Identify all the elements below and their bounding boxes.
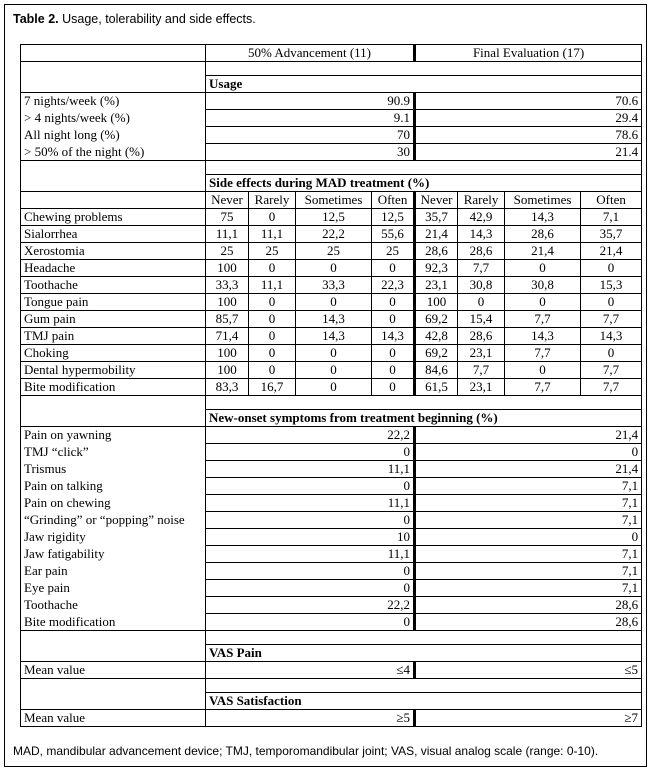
side-effect-value: 21,4 xyxy=(415,226,458,243)
usage-row xyxy=(21,144,642,161)
side-effects-row xyxy=(21,294,642,311)
side-effect-value: 0 xyxy=(249,345,296,362)
side-effect-value: 14,3 xyxy=(372,328,415,345)
usage-value-b: 21.4 xyxy=(415,144,642,161)
spacer-rest xyxy=(206,631,642,645)
spacer-row xyxy=(21,62,642,76)
side-effect-value: 0 xyxy=(372,294,415,311)
side-effect-value: 83,3 xyxy=(206,379,249,396)
spacer-row xyxy=(21,161,642,175)
side-effect-value: 42,9 xyxy=(458,209,505,226)
new-onset-label: Ear pain xyxy=(21,563,206,580)
side-effect-value: 33,3 xyxy=(296,277,372,294)
side-effect-value: 14,3 xyxy=(296,311,372,328)
new-onset-label: “Grinding” or “popping” noise xyxy=(21,512,206,529)
side-effect-value: 0 xyxy=(581,260,642,277)
new-onset-value-a: 0 xyxy=(206,580,415,597)
vas-satisfaction-label: Mean value xyxy=(21,710,206,727)
new-onset-label: Toothache xyxy=(21,597,206,614)
side-effect-value: 0 xyxy=(372,260,415,277)
vas-pain-a: ≤4 xyxy=(206,662,415,679)
side-effects-row xyxy=(21,243,642,260)
new-onset-value-a: 22,2 xyxy=(206,427,415,444)
side-effect-value: 0 xyxy=(372,379,415,396)
vas-satisfaction-title: VAS Satisfaction xyxy=(206,693,642,710)
new-onset-label: Jaw fatigability xyxy=(21,546,206,563)
side-effect-label: Chewing problems xyxy=(21,209,206,226)
side-effect-value: 28,6 xyxy=(415,243,458,260)
side-effect-value: 0 xyxy=(249,260,296,277)
side-effect-value: 7,7 xyxy=(581,311,642,328)
side-effect-value: 69,2 xyxy=(415,345,458,362)
usage-value-b: 70.6 xyxy=(415,93,642,110)
table-footnote: MAD, mandibular advancement device; TMJ, temporomandibular joint; VAS, visual analog scale (range: 0-10). xyxy=(13,744,599,758)
side-effect-label: Bite modification xyxy=(21,379,206,396)
new-onset-row xyxy=(21,529,642,546)
side-effect-value: 22,2 xyxy=(296,226,372,243)
new-onset-value-b: 7,1 xyxy=(415,563,642,580)
new-onset-value-b: 7,1 xyxy=(415,546,642,563)
subheader-never: Never xyxy=(415,192,458,209)
side-effect-value: 25 xyxy=(206,243,249,260)
usage-value-a: 90.9 xyxy=(206,93,415,110)
new-onset-row xyxy=(21,512,642,529)
vas-satisfaction-a: ≥5 xyxy=(206,710,415,727)
side-effect-value: 0 xyxy=(249,362,296,379)
spacer-rest xyxy=(206,62,642,76)
usage-value-a: 70 xyxy=(206,127,415,144)
new-onset-label: Trismus xyxy=(21,461,206,478)
side-effect-value: 100 xyxy=(206,345,249,362)
side-effect-value: 0 xyxy=(296,260,372,277)
side-effect-value: 0 xyxy=(372,311,415,328)
vas-pain-title-row xyxy=(21,645,642,662)
caption-text: Usage, tolerability and side effects. xyxy=(62,12,256,26)
side-effect-value: 0 xyxy=(581,345,642,362)
usage-label: > 4 nights/week (%) xyxy=(21,110,206,127)
new-onset-value-a: 0 xyxy=(206,478,415,495)
side-effects-row xyxy=(21,226,642,243)
side-effect-value: 7,7 xyxy=(458,260,505,277)
subheader-sometimes: Sometimes xyxy=(505,192,581,209)
usage-row xyxy=(21,127,642,144)
vas-satisfaction-row xyxy=(21,710,642,727)
side-effect-value: 71,4 xyxy=(206,328,249,345)
side-effect-value: 23,1 xyxy=(415,277,458,294)
new-onset-value-b: 28,6 xyxy=(415,614,642,631)
side-effect-value: 15,3 xyxy=(581,277,642,294)
new-onset-value-b: 28,6 xyxy=(415,597,642,614)
side-effect-value: 75 xyxy=(206,209,249,226)
new-onset-row xyxy=(21,478,642,495)
side-effect-value: 0 xyxy=(505,260,581,277)
table-frame xyxy=(4,4,647,767)
side-effect-value: 69,2 xyxy=(415,311,458,328)
usage-label: 7 nights/week (%) xyxy=(21,93,206,110)
side-effect-value: 7,1 xyxy=(581,209,642,226)
usage-row xyxy=(21,93,642,110)
usage-label: All night long (%) xyxy=(21,127,206,144)
side-effect-value: 14,3 xyxy=(505,209,581,226)
side-effect-value: 0 xyxy=(372,362,415,379)
side-effect-value: 0 xyxy=(296,362,372,379)
new-onset-label: Jaw rigidity xyxy=(21,529,206,546)
side-effect-value: 7,7 xyxy=(581,379,642,396)
side-effect-value: 14,3 xyxy=(458,226,505,243)
new-onset-row xyxy=(21,427,642,444)
side-effect-value: 28,6 xyxy=(458,243,505,260)
spacer-row xyxy=(21,631,642,645)
new-onset-value-a: 11,1 xyxy=(206,546,415,563)
new-onset-value-a: 10 xyxy=(206,529,415,546)
subheader-rarely: Rarely xyxy=(458,192,505,209)
spacer-label xyxy=(21,396,206,410)
new-onset-value-b: 7,1 xyxy=(415,495,642,512)
side-effect-value: 14,3 xyxy=(296,328,372,345)
new-onset-row xyxy=(21,444,642,461)
new-onset-value-a: 22,2 xyxy=(206,597,415,614)
new-onset-label: Pain on chewing xyxy=(21,495,206,512)
side-effects-title-left xyxy=(21,175,206,192)
side-effect-value: 21,4 xyxy=(581,243,642,260)
side-effect-value: 0 xyxy=(249,294,296,311)
table-body xyxy=(21,45,642,727)
side-effect-value: 21,4 xyxy=(505,243,581,260)
usage-title-left xyxy=(21,76,206,93)
side-effect-value: 28,6 xyxy=(505,226,581,243)
side-effect-value: 11,1 xyxy=(249,277,296,294)
side-effect-value: 23,1 xyxy=(458,379,505,396)
new-onset-value-b: 21,4 xyxy=(415,427,642,444)
side-effect-value: 7,7 xyxy=(458,362,505,379)
new-onset-value-a: 0 xyxy=(206,614,415,631)
vas-pain-b: ≤5 xyxy=(415,662,642,679)
new-onset-row xyxy=(21,563,642,580)
side-effects-subheader-row xyxy=(21,192,642,209)
side-effects-row xyxy=(21,277,642,294)
side-effects-row xyxy=(21,379,642,396)
side-effect-value: 0 xyxy=(249,311,296,328)
side-effect-value: 25 xyxy=(296,243,372,260)
side-effect-value: 0 xyxy=(296,294,372,311)
subheader-never: Never xyxy=(206,192,249,209)
spacer-label xyxy=(21,161,206,175)
new-onset-value-a: 0 xyxy=(206,444,415,461)
usage-value-b: 29.4 xyxy=(415,110,642,127)
data-table-wrapper xyxy=(20,44,641,727)
side-effect-value: 0 xyxy=(581,294,642,311)
new-onset-title: New-onset symptoms from treatment beginning (%) xyxy=(206,410,642,427)
caption-label: Table 2. xyxy=(13,12,59,26)
subheader-rarely: Rarely xyxy=(249,192,296,209)
spacer-row xyxy=(21,679,642,693)
table-caption xyxy=(13,12,256,26)
subheader-empty xyxy=(21,192,206,209)
spacer-rest xyxy=(206,679,642,693)
new-onset-row xyxy=(21,597,642,614)
side-effect-label: Xerostomia xyxy=(21,243,206,260)
new-onset-value-b: 7,1 xyxy=(415,478,642,495)
new-onset-value-b: 7,1 xyxy=(415,580,642,597)
vas-pain-title-left xyxy=(21,645,206,662)
new-onset-row xyxy=(21,614,642,631)
side-effect-value: 100 xyxy=(206,294,249,311)
side-effect-value: 7,7 xyxy=(505,345,581,362)
header-group1: 50% Advancement (11) xyxy=(206,45,415,62)
side-effects-row xyxy=(21,311,642,328)
new-onset-value-b: 0 xyxy=(415,529,642,546)
new-onset-value-b: 7,1 xyxy=(415,512,642,529)
vas-pain-row xyxy=(21,662,642,679)
side-effect-value: 42,8 xyxy=(415,328,458,345)
side-effect-value: 0 xyxy=(249,328,296,345)
side-effect-label: Sialorrhea xyxy=(21,226,206,243)
side-effect-value: 0 xyxy=(249,209,296,226)
spacer-rest xyxy=(206,161,642,175)
new-onset-value-a: 11,1 xyxy=(206,461,415,478)
side-effect-label: Toothache xyxy=(21,277,206,294)
side-effect-value: 85,7 xyxy=(206,311,249,328)
new-onset-row xyxy=(21,580,642,597)
side-effects-title-row xyxy=(21,175,642,192)
side-effect-label: Headache xyxy=(21,260,206,277)
side-effect-value: 15,4 xyxy=(458,311,505,328)
vas-satisfaction-b: ≥7 xyxy=(415,710,642,727)
side-effect-value: 23,1 xyxy=(458,345,505,362)
usage-value-b: 78.6 xyxy=(415,127,642,144)
side-effects-row xyxy=(21,209,642,226)
new-onset-row xyxy=(21,495,642,512)
side-effect-value: 14,3 xyxy=(581,328,642,345)
usage-title: Usage xyxy=(206,76,642,93)
new-onset-row xyxy=(21,546,642,563)
side-effect-value: 11,1 xyxy=(206,226,249,243)
side-effect-value: 30,8 xyxy=(458,277,505,294)
side-effect-value: 100 xyxy=(415,294,458,311)
side-effect-value: 0 xyxy=(458,294,505,311)
new-onset-value-a: 11,1 xyxy=(206,495,415,512)
side-effect-value: 33,3 xyxy=(206,277,249,294)
side-effect-value: 12,5 xyxy=(296,209,372,226)
side-effect-value: 11,1 xyxy=(249,226,296,243)
side-effect-value: 7,7 xyxy=(505,311,581,328)
new-onset-title-row xyxy=(21,410,642,427)
side-effect-value: 22,3 xyxy=(372,277,415,294)
header-group2: Final Evaluation (17) xyxy=(415,45,642,62)
side-effect-value: 28,6 xyxy=(458,328,505,345)
usage-value-a: 9.1 xyxy=(206,110,415,127)
side-effect-value: 7,7 xyxy=(505,379,581,396)
new-onset-label: Pain on yawning xyxy=(21,427,206,444)
side-effects-row xyxy=(21,260,642,277)
subheader-sometimes: Sometimes xyxy=(296,192,372,209)
spacer-label xyxy=(21,631,206,645)
new-onset-value-b: 21,4 xyxy=(415,461,642,478)
side-effects-title: Side effects during MAD treatment (%) xyxy=(206,175,642,192)
new-onset-row xyxy=(21,461,642,478)
side-effect-value: 35,7 xyxy=(581,226,642,243)
subheader-often: Often xyxy=(581,192,642,209)
vas-pain-title: VAS Pain xyxy=(206,645,642,662)
side-effect-value: 100 xyxy=(206,260,249,277)
new-onset-label: Pain on talking xyxy=(21,478,206,495)
vas-pain-label: Mean value xyxy=(21,662,206,679)
spacer-row xyxy=(21,396,642,410)
side-effect-value: 100 xyxy=(206,362,249,379)
side-effects-row xyxy=(21,362,642,379)
side-effect-value: 25 xyxy=(372,243,415,260)
data-table xyxy=(20,44,642,727)
usage-value-a: 30 xyxy=(206,144,415,161)
side-effect-value: 0 xyxy=(505,362,581,379)
side-effect-label: Tongue pain xyxy=(21,294,206,311)
side-effect-label: Dental hypermobility xyxy=(21,362,206,379)
new-onset-value-a: 0 xyxy=(206,563,415,580)
side-effect-label: Choking xyxy=(21,345,206,362)
side-effect-value: 0 xyxy=(505,294,581,311)
new-onset-value-b: 0 xyxy=(415,444,642,461)
side-effect-label: TMJ pain xyxy=(21,328,206,345)
spacer-label xyxy=(21,62,206,76)
side-effects-row xyxy=(21,345,642,362)
new-onset-label: Eye pain xyxy=(21,580,206,597)
side-effect-value: 0 xyxy=(296,345,372,362)
side-effects-row xyxy=(21,328,642,345)
side-effect-value: 16,7 xyxy=(249,379,296,396)
new-onset-label: TMJ “click” xyxy=(21,444,206,461)
subheader-often: Often xyxy=(372,192,415,209)
usage-title-row xyxy=(21,76,642,93)
header-empty xyxy=(21,45,206,62)
spacer-rest xyxy=(206,396,642,410)
vas-satisfaction-title-left xyxy=(21,693,206,710)
side-effect-value: 92,3 xyxy=(415,260,458,277)
spacer-label xyxy=(21,679,206,693)
side-effect-value: 7,7 xyxy=(581,362,642,379)
usage-label: > 50% of the night (%) xyxy=(21,144,206,161)
vas-satisfaction-title-row xyxy=(21,693,642,710)
side-effect-value: 0 xyxy=(372,345,415,362)
side-effect-value: 0 xyxy=(296,379,372,396)
side-effect-value: 61,5 xyxy=(415,379,458,396)
side-effect-value: 25 xyxy=(249,243,296,260)
header-row xyxy=(21,45,642,62)
side-effect-value: 30,8 xyxy=(505,277,581,294)
usage-row xyxy=(21,110,642,127)
side-effect-value: 84,6 xyxy=(415,362,458,379)
side-effect-label: Gum pain xyxy=(21,311,206,328)
new-onset-value-a: 0 xyxy=(206,512,415,529)
side-effect-value: 35,7 xyxy=(415,209,458,226)
side-effect-value: 14,3 xyxy=(505,328,581,345)
new-onset-title-left xyxy=(21,410,206,427)
side-effect-value: 12,5 xyxy=(372,209,415,226)
side-effect-value: 55,6 xyxy=(372,226,415,243)
new-onset-label: Bite modification xyxy=(21,614,206,631)
